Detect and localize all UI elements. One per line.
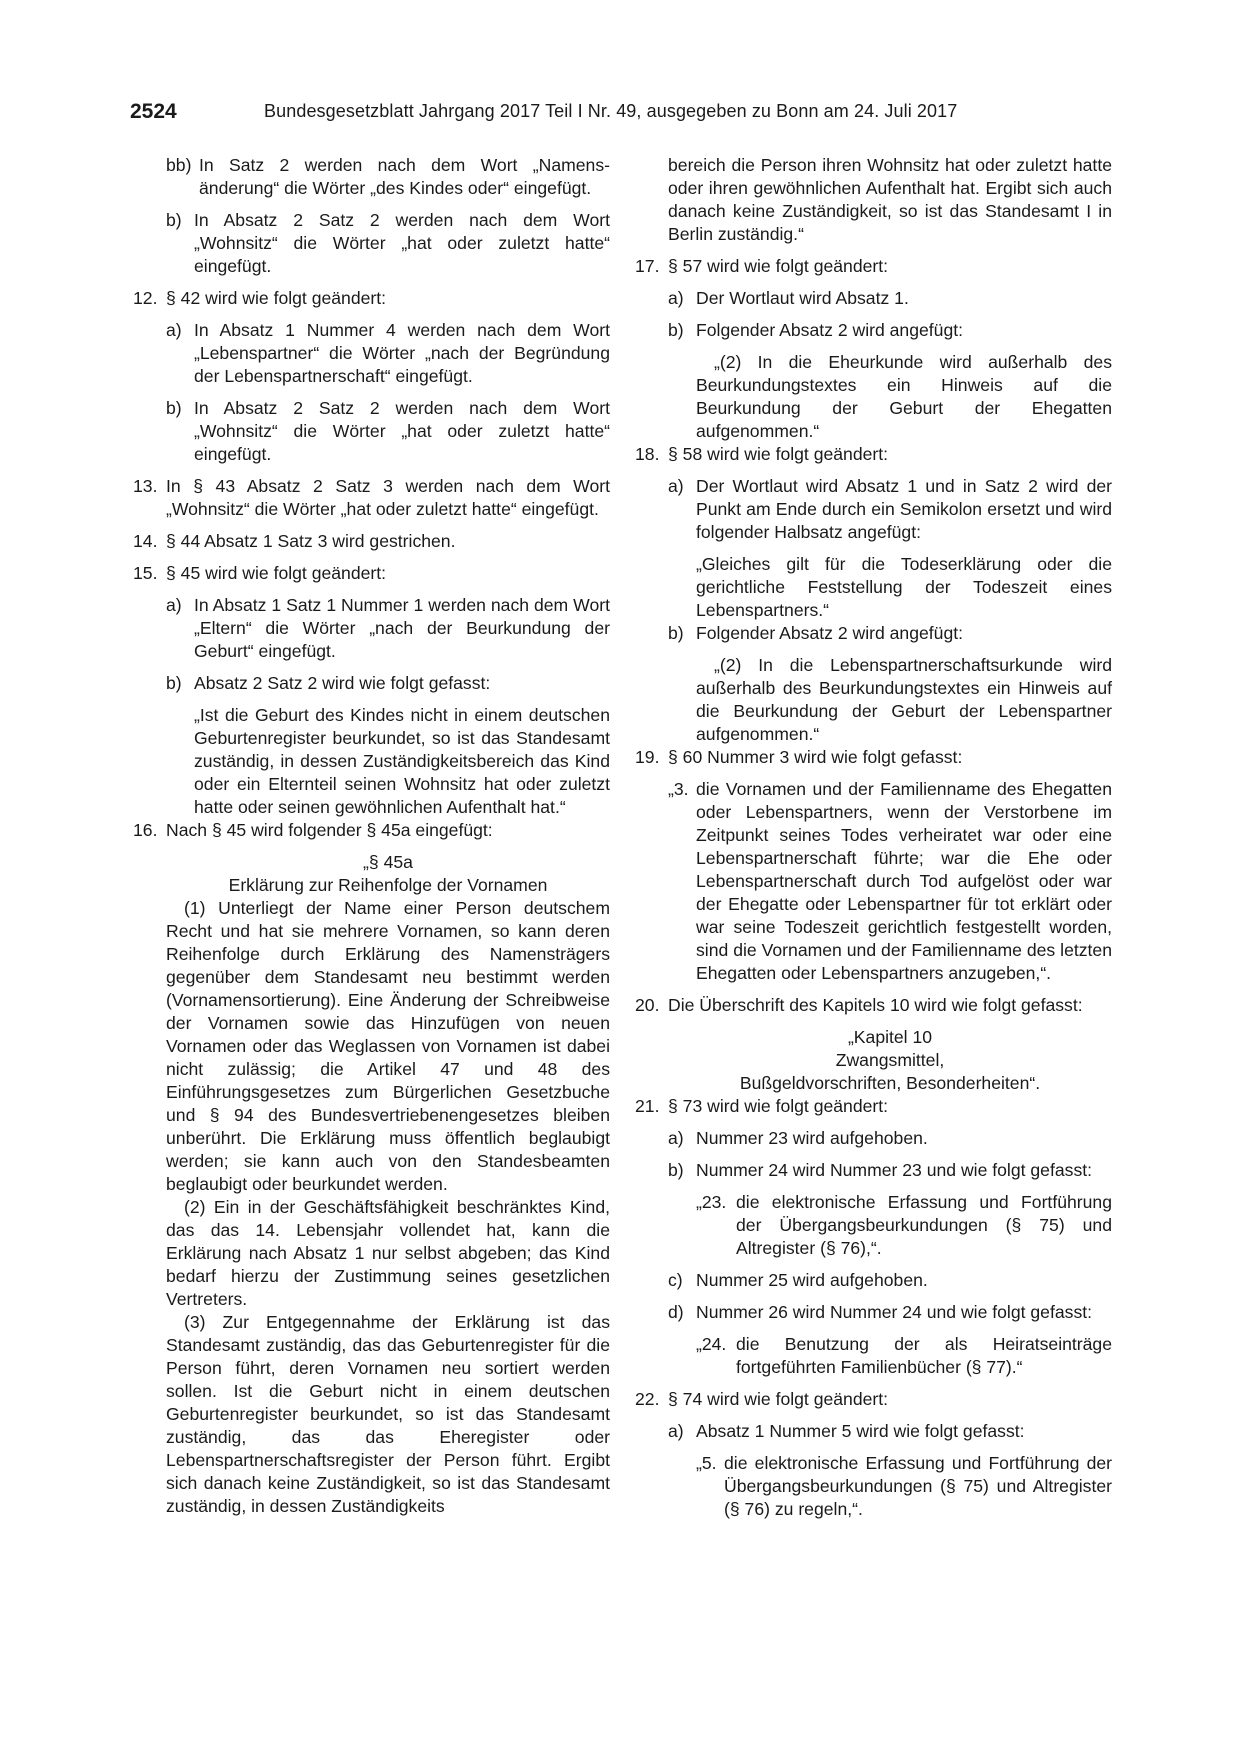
- quoted-list-item: [696, 1191, 1112, 1260]
- chapter-10-heading: [668, 1026, 1112, 1095]
- paragraph-3-continued: bereich die Person ihren Wohnsitz hat oder zuletzt hatte oder ihren gewöhnlichen Aufenthalt hat. Ergibt sich auch danach keine Zuständigkeit, so ist das Standesamt I in Berlin zuständig.“: [668, 155, 1112, 244]
- list-item: [668, 1269, 1112, 1292]
- item-number: bb): [166, 155, 192, 175]
- item-number: 14.: [133, 531, 158, 551]
- item-text: Nummer 23 wird aufgehoben.: [696, 1128, 928, 1148]
- quoted-list-item: [696, 1452, 1112, 1521]
- list-item: [668, 1159, 1112, 1182]
- item-text: In Absatz 2 Satz 2 werden nach dem Wort „Wohnsitz“ die Wörter „hat oder zuletzt hatte“ eingefügt.: [194, 398, 610, 464]
- quoted-amendment: „Ist die Geburt des Kindes nicht in einem deutschen Geburtenregister beurkundet, so ist das Standesamt zuständig, in dessen Zuständigkeitsbereich das Kind oder ein Elternteil seinen Wohnsitz hat oder zuletzt hatte oder seinen gewöhnlichen Aufenthalt hat.“: [194, 705, 610, 817]
- item-number: b): [166, 398, 182, 418]
- section-45a: [166, 851, 610, 1518]
- item-number: a): [166, 595, 182, 615]
- quoted-list-item: [668, 778, 1112, 985]
- item-text: Die Überschrift des Kapitels 10 wird wie folgt gefasst:: [668, 995, 1083, 1015]
- item-text: Absatz 1 Nummer 5 wird wie folgt gefasst:: [696, 1421, 1025, 1441]
- item-text: die elektronische Erfassung und Fortführung der Übergangsbeurkundungen (§ 75) und Altregister (§ 76),“.: [736, 1192, 1112, 1258]
- page-header: [130, 100, 1110, 126]
- item-text: die Vornamen und der Familienname des Ehegatten oder Lebenspartners, wenn der Verstorbene im Zeitpunkt seines Todes verheiratet war oder eine Lebenspartnerschaft führte; war die Ehe oder Lebenspartnerschaft durch Tod aufgelöst oder war der Ehegatte oder Lebenspartner für tot erklärt oder war seine Todeszeit gerichtlich festgestellt worden, sind die Vornamen und der Familienname des letzten Ehegatten oder Lebenspartners anzugeben,“.: [696, 779, 1112, 983]
- item-text: die Benutzung der als Heiratseinträge fortgeführten Familienbücher (§ 77).“: [736, 1334, 1112, 1377]
- item-number: 18.: [635, 444, 660, 464]
- item-text: Folgender Absatz 2 wird angefügt:: [696, 320, 964, 340]
- list-item: [166, 319, 610, 388]
- page-number: 2524: [130, 100, 177, 123]
- quoted-list-item: [696, 1333, 1112, 1379]
- list-item: [668, 1127, 1112, 1150]
- item-text: Nach § 45 wird folgender § 45a eingefügt:: [166, 820, 493, 840]
- item-number: 16.: [133, 820, 158, 840]
- list-item: [166, 594, 610, 663]
- item-number: a): [668, 1421, 684, 1441]
- item-text: § 44 Absatz 1 Satz 3 wird gestrichen.: [166, 531, 456, 551]
- item-text: In Absatz 1 Satz 1 Nummer 1 werden nach dem Wort „Eltern“ die Wörter „nach der Beurkundung der Geburt“ eingefügt.: [194, 595, 610, 661]
- right-column: [635, 154, 1112, 1530]
- item-number: b): [668, 1160, 684, 1180]
- item-text: Folgender Absatz 2 wird angefügt:: [696, 623, 964, 643]
- item-number: 13.: [133, 476, 158, 496]
- item-number: 17.: [635, 256, 660, 276]
- list-item: [668, 319, 1112, 342]
- quoted-amendment: „Gleiches gilt für die Todeserklärung oder die gerichtliche Feststellung der Todeszeit eines Lebenspartners.“: [696, 554, 1112, 620]
- item-number: 15.: [133, 563, 158, 583]
- item-text: Der Wortlaut wird Absatz 1 und in Satz 2 wird der Punkt am Ende durch ein Semikolon ersetzt und wird folgender Halbsatz angefügt:: [696, 476, 1112, 542]
- list-item: [133, 287, 610, 310]
- section-title: Erklärung zur Reihenfolge der Vornamen: [228, 875, 548, 895]
- item-number: a): [668, 476, 684, 496]
- paragraph-3: (3) Zur Entgegennahme der Erklärung ist das Standesamt zuständig, das das Geburtenregister für die Person führt, deren Vornamen neu sortiert werden sollen. Ist die Geburt nicht in einem deutschen Geburtenregister beurkundet, so ist das Standesamt zuständig, das das Eheregister oder Lebenspartnerschaftsregister der Person führt. Ergibt sich danach keine Zuständigkeit, so ist das Standesamt zuständig, in dessen Zuständigkeits: [166, 1312, 610, 1516]
- paragraph-1: (1) Unterliegt der Name einer Person deutschem Recht und hat sie mehrere Vornamen, so kann deren Reihenfolge durch Erklärung des Namensträgers gegenüber dem Standesamt neu bestimmt werden (Vornamensortierung). Eine Änderung der Schreibweise der Vornamen sowie das Hinzufügen von neuen Vornamen oder das Weglassen von Vornamen ist dabei nicht zulässig; die Artikel 47 und 48 des Einführungsgesetzes zum Bürgerlichen Gesetzbuche und § 94 des Bundesvertriebenengesetzes bleiben unberührt. Die Erklärung muss öffentlich beglaubigt werden; sie kann auch von den Standesbeamten beglaubigt oder beurkundet werden.: [166, 898, 610, 1194]
- list-item: [668, 475, 1112, 544]
- gazette-title: Bundesgesetzblatt Jahrgang 2017 Teil I Nr. 49, ausgegeben zu Bonn am 24. Juli 2017: [264, 101, 958, 121]
- item-number: „24.: [696, 1334, 727, 1354]
- chapter-title-line-2: Bußgeldvorschriften, Besonderheiten“.: [739, 1073, 1041, 1093]
- item-number: 22.: [635, 1389, 660, 1409]
- item-number: a): [166, 320, 182, 340]
- item-text: § 60 Nummer 3 wird wie folgt gefasst:: [668, 747, 963, 767]
- list-item: [668, 1301, 1112, 1324]
- item-number: b): [668, 623, 684, 643]
- item-text: § 57 wird wie folgt geändert:: [668, 256, 889, 276]
- item-number: a): [668, 1128, 684, 1148]
- item-number: b): [668, 320, 684, 340]
- section-heading: „§ 45a: [363, 852, 413, 872]
- item-number: b): [166, 673, 182, 693]
- list-item: [133, 562, 610, 585]
- list-item: [668, 622, 1112, 645]
- item-text: § 74 wird wie folgt geändert:: [668, 1389, 889, 1409]
- item-number: b): [166, 210, 182, 230]
- item-number: 19.: [635, 747, 660, 767]
- item-text: In Absatz 2 Satz 2 werden nach dem Wort „Wohnsitz“ die Wörter „hat oder zuletzt hatte“ eingefügt.: [194, 210, 610, 276]
- list-item: [635, 994, 1112, 1017]
- item-number: „23.: [696, 1192, 727, 1212]
- list-item: [635, 255, 1112, 278]
- list-item: [133, 819, 610, 842]
- item-number: „3.: [668, 779, 689, 799]
- chapter-heading: „Kapitel 10: [847, 1027, 933, 1047]
- item-text: § 73 wird wie folgt geändert:: [668, 1096, 889, 1116]
- item-number: „5.: [696, 1453, 717, 1473]
- item-text: In Absatz 1 Nummer 4 werden nach dem Wort „Lebenspartner“ die Wörter „nach der Begründung der Lebenspartnerschaft“ eingefügt.: [194, 320, 610, 386]
- list-item: [166, 209, 610, 278]
- chapter-title-line-1: Zwangsmittel,: [835, 1050, 945, 1070]
- item-number: d): [668, 1302, 684, 1322]
- item-text: Absatz 2 Satz 2 wird wie folgt gefasst:: [194, 673, 491, 693]
- list-item: [668, 287, 1112, 310]
- item-text: Der Wortlaut wird Absatz 1.: [696, 288, 909, 308]
- item-number: a): [668, 288, 684, 308]
- quoted-amendment: „(2) In die Eheurkunde wird außerhalb des Beurkundungstextes ein Hinweis auf die Beurkundung der Geburt der Ehegatten aufgenommen.“: [696, 352, 1112, 441]
- list-item: [635, 1095, 1112, 1118]
- list-item: [635, 443, 1112, 466]
- left-column: [133, 154, 610, 1518]
- list-item: [668, 1420, 1112, 1443]
- list-item: [166, 154, 610, 200]
- item-number: 21.: [635, 1096, 660, 1116]
- item-text: Nummer 25 wird aufgehoben.: [696, 1270, 928, 1290]
- item-text: § 42 wird wie folgt geändert:: [166, 288, 387, 308]
- item-text: Nummer 24 wird Nummer 23 und wie folgt gefasst:: [696, 1160, 1093, 1180]
- paragraph-2: (2) Ein in der Geschäftsfähigkeit beschränktes Kind, das das 14. Lebensjahr vollendet hat, kann die Erklärung nach Absatz 1 nur selbst abgeben; das Kind bedarf hierzu der Zustimmung seines gesetzlichen Vertreters.: [166, 1197, 610, 1309]
- item-text: In § 43 Absatz 2 Satz 3 werden nach dem Wort „Wohnsitz“ die Wörter „hat oder zuletzt hatte“ eingefügt.: [166, 476, 610, 519]
- item-text: Nummer 26 wird Nummer 24 und wie folgt gefasst:: [696, 1302, 1093, 1322]
- item-number: 12.: [133, 288, 158, 308]
- list-item: [133, 475, 610, 521]
- item-number: 20.: [635, 995, 660, 1015]
- list-item: [133, 530, 610, 553]
- list-item: [635, 746, 1112, 769]
- item-text: § 45 wird wie folgt geändert:: [166, 563, 387, 583]
- item-text: § 58 wird wie folgt geändert:: [668, 444, 889, 464]
- list-item: [166, 397, 610, 466]
- item-text: In Satz 2 werden nach dem Wort „Namensänderung“ die Wörter „des Kindes oder“ eingefügt.: [199, 155, 610, 198]
- list-item: [166, 672, 610, 695]
- item-text: die elektronische Erfassung und Fortführung der Übergangsbeurkundungen (§ 75) und Altregister (§ 76) zu regeln,“.: [724, 1453, 1112, 1519]
- item-number: c): [668, 1270, 683, 1290]
- quoted-amendment: „(2) In die Lebenspartnerschaftsurkunde wird außerhalb des Beurkundungstextes ein Hinweis auf die Beurkundung der Geburt der Lebenspartner aufgenommen.“: [696, 655, 1112, 744]
- list-item: [635, 1388, 1112, 1411]
